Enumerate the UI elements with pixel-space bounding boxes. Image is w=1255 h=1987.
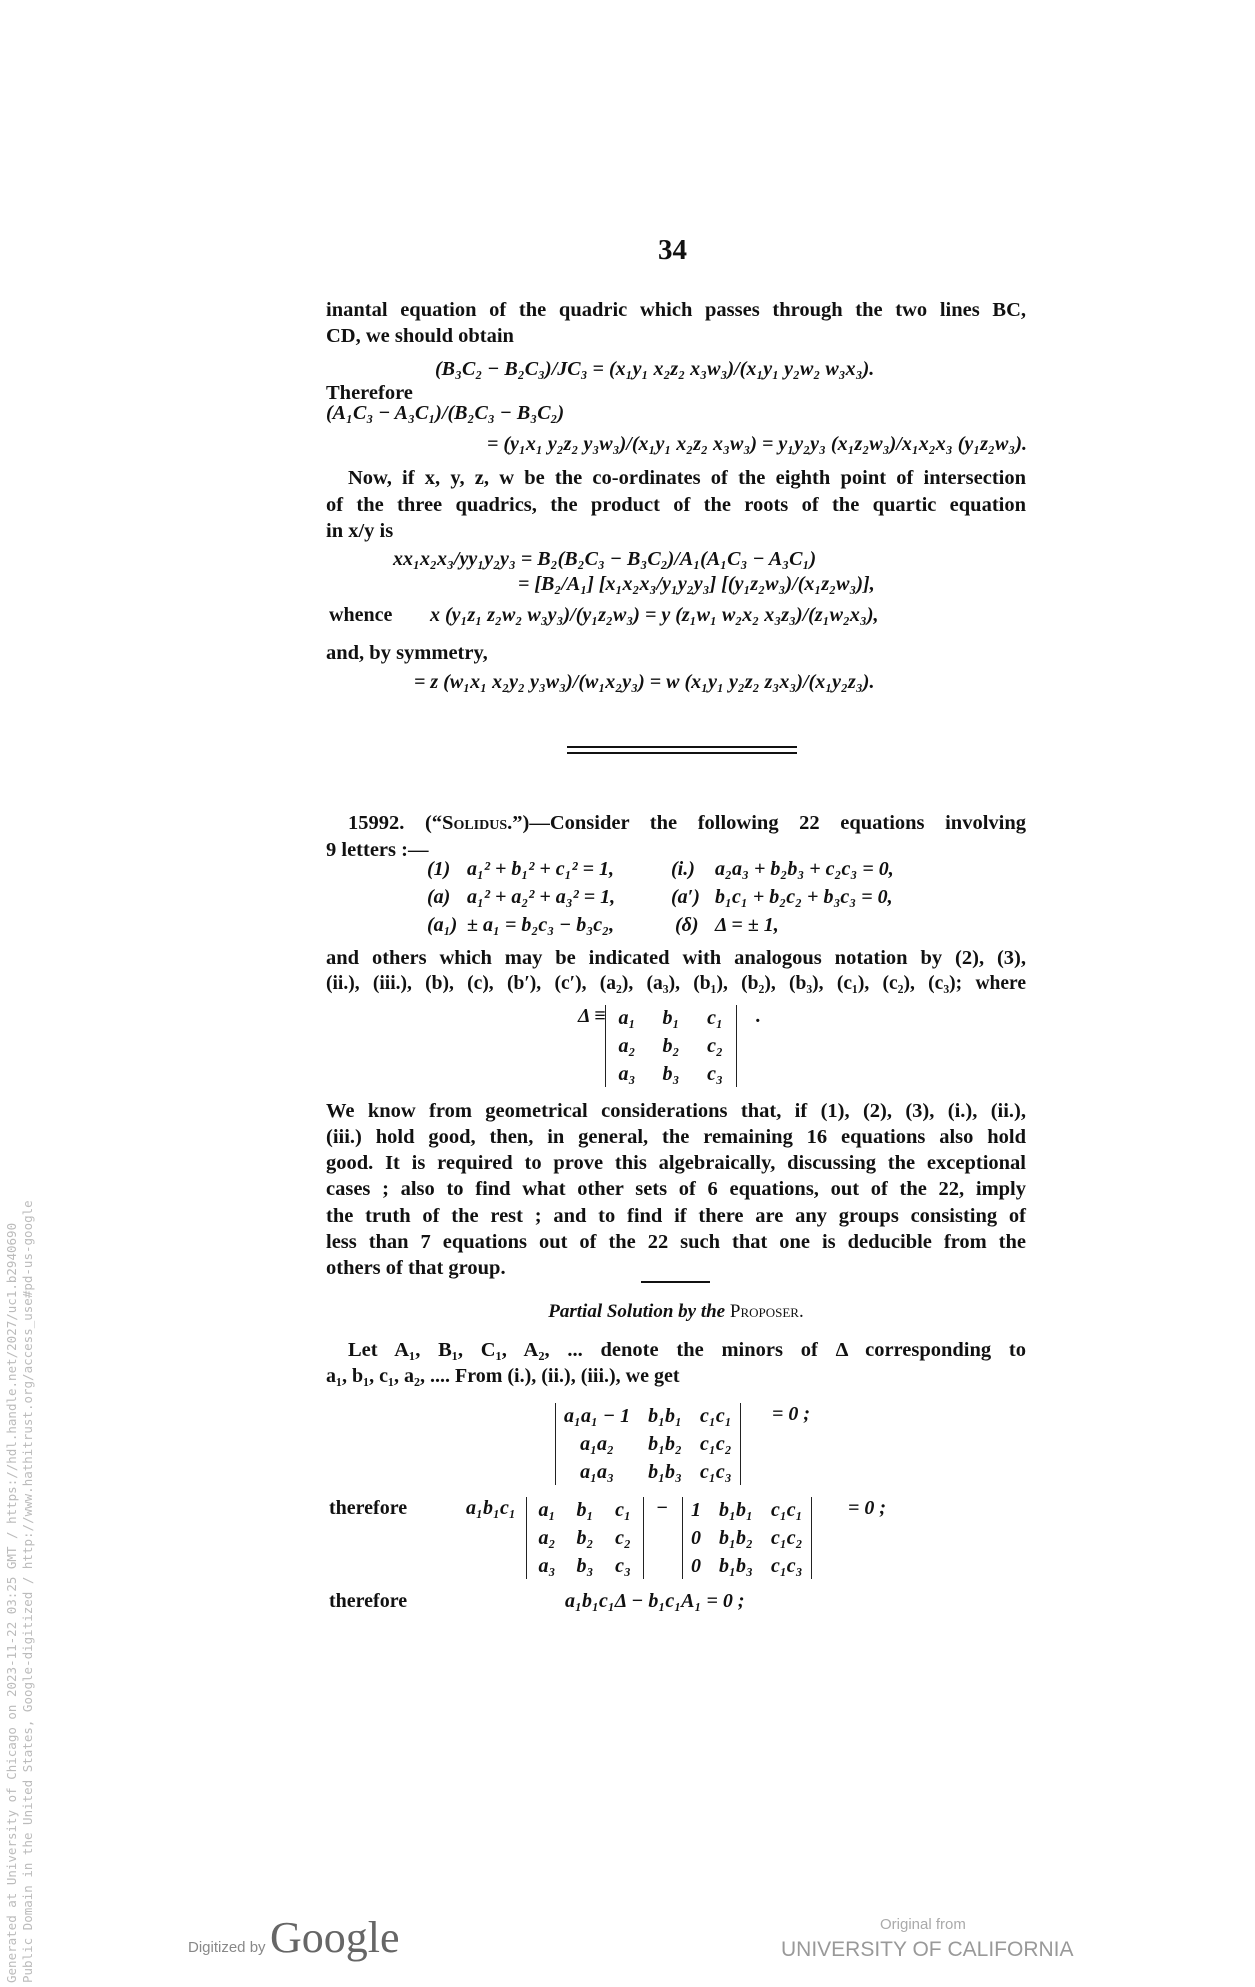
equation: Δ = ± 1, — [715, 914, 779, 936]
text-line: cases ; also to find what other sets of 6 equations, out of the 22, imply — [326, 1178, 1026, 1200]
matrix-cell: c₁c₂ — [770, 1527, 803, 1549]
text-line: Let A₁, B₁, C₁, A₂, ... denote the minors of Δ corresponding to — [348, 1339, 1026, 1361]
matrix-cell: a₁a₃ — [580, 1461, 615, 1483]
matrix-cell: a₂ — [538, 1527, 556, 1549]
matrix-cell: b₂ — [662, 1035, 680, 1057]
double-rule-top — [567, 746, 797, 748]
matrix-cell: b₁b₁ — [719, 1499, 753, 1521]
double-rule-bottom — [567, 752, 797, 754]
matrix-cell: b₁ — [662, 1007, 680, 1029]
matrix-cell: b₁b₁ — [648, 1405, 683, 1427]
matrix-cell: b₃ — [576, 1555, 594, 1577]
question-intro-text: —Consider the following 22 equations involving — [529, 812, 1027, 834]
solution-heading — [326, 1301, 1026, 1323]
google-wordmark: Google — [270, 1913, 400, 1962]
text-line: (iii.) hold good, then, in general, the remaining 16 equations also hold — [326, 1126, 1026, 1148]
eq-label: (a₁) — [427, 914, 458, 936]
text-line: good. It is required to prove this algebraically, discussing the exceptional — [326, 1152, 1026, 1174]
matrix-cell: a₃ — [538, 1555, 556, 1577]
equation: x (y₁z₁ z₂w₂ w₃y₃)/(y₁z₂w₃) = y (z₁w₁ w₂x₂ x₃z₃)/(z₁w₂x₃), — [430, 604, 879, 626]
eq-label: (i.) — [671, 858, 695, 880]
matrix-cell: 0 — [691, 1555, 701, 1577]
text-line: a₁, b₁, c₁, a₂, .... From (i.), (ii.), (iii.), we get — [326, 1365, 680, 1387]
text-line: We know from geometrical considerations that, if (1), (2), (3), (i.), (ii.), — [326, 1100, 1026, 1122]
text-line: 9 letters :— — [326, 839, 429, 861]
eq-label: (δ) — [675, 914, 699, 936]
solution-heading-italic: Partial Solution by the — [548, 1301, 726, 1322]
therefore-label: therefore — [329, 1590, 408, 1612]
text-line: Therefore — [326, 382, 413, 404]
matrix-cell: c₁c₂ — [700, 1433, 732, 1455]
matrix-cell: c₃ — [707, 1063, 723, 1085]
matrix-cell: a₃ — [618, 1063, 636, 1085]
text-line: and others which may be indicated with analogous notation by (2), (3), — [326, 947, 1026, 969]
equation: = (y₁x₁ y₂z₂ y₃w₃)/(x₁y₁ x₂z₂ x₃w₃) = y₁y₂y₃ (x₁z₂w₃)/x₁x₂x₃ (y₁z₂w₃). — [486, 433, 1027, 455]
equation: ± a₁ = b₂c₃ − b₃c₂, — [467, 914, 615, 936]
delta-end: . — [756, 1005, 761, 1027]
matrix-cell: a₁a₁ − 1 — [564, 1405, 631, 1427]
watermark-line-2: Public Domain in the United States, Google-digitized / http://www.hathitrust.org/access_use#pd-us-google — [20, 1200, 35, 1983]
watermark-line-1: Generated at University of Chicago on 2023-11-22 03:25 GMT / https://hdl.handle.net/2027/uc1.b2940690 — [4, 1222, 19, 1983]
whence-label: whence — [329, 604, 393, 626]
equation: xx₁x₂x₃/yy₁y₂y₃ = B₂(B₂C₃ − B₃C₂)/A₁(A₁C₃ − A₃C₁) — [393, 548, 817, 570]
equation: (B₃C₂ − B₂C₃)/JC₃ = (x₁y₁ x₂z₂ x₃w₃)/(x₁y₁ y₂w₂ w₃x₃). — [435, 358, 875, 380]
determinant-1 — [555, 1403, 741, 1485]
det3-end: = 0 ; — [848, 1497, 887, 1519]
matrix-cell: c₂ — [707, 1035, 723, 1057]
matrix-cell: b₂ — [576, 1527, 594, 1549]
det1-end: = 0 ; — [772, 1403, 811, 1425]
matrix-cell: c₁c₁ — [700, 1405, 732, 1427]
determinant-3 — [682, 1497, 812, 1579]
google-digitized-logo — [188, 1912, 400, 1963]
prefix: a₁b₁c₁ — [466, 1497, 516, 1519]
equation: b₁c₁ + b₂c₂ + b₃c₃ = 0, — [715, 886, 893, 908]
matrix-cell: c₃ — [615, 1555, 631, 1577]
therefore-label: therefore — [329, 1497, 408, 1519]
text-line: Now, if x, y, z, w be the co-ordinates of the eighth point of intersection — [348, 467, 1026, 489]
equation: a₂a₃ + b₂b₃ + c₂c₃ = 0, — [715, 858, 894, 880]
matrix-cell: c₁c₃ — [770, 1555, 803, 1577]
text-line: CD, we should obtain — [326, 325, 514, 347]
minus-sign: − — [656, 1497, 669, 1519]
page-number: 34 — [658, 234, 687, 266]
matrix-cell: b₃ — [662, 1063, 680, 1085]
matrix-cell: b₁ — [576, 1499, 594, 1521]
matrix-cell: c₁ — [707, 1007, 723, 1029]
delta-determinant — [605, 1005, 737, 1087]
equation: = [B₂/A₁] [x₁x₂x₃/y₁y₂y₃] [(y₁z₂w₃)/(x₁z₂w₃)], — [518, 573, 875, 595]
matrix-cell: b₁b₂ — [648, 1433, 683, 1455]
question-intro — [326, 810, 1026, 836]
delta-def: Δ ≡ — [578, 1005, 606, 1027]
solution-heading-proposer: Proposer. — [729, 1301, 804, 1322]
matrix-cell: c₂ — [615, 1527, 631, 1549]
matrix-cell: c₁ — [615, 1499, 631, 1521]
matrix-cell: b₁b₃ — [719, 1555, 753, 1577]
text-line: (ii.), (iii.), (b), (c), (b′), (c′), (a₂), (a₃), (b₁), (b₂), (b₃), (c₁), (c₂), (c₃); where — [326, 973, 1026, 994]
text-line: the truth of the rest ; and to find if there are any groups consisting of — [326, 1205, 1026, 1227]
matrix-cell: c₁c₁ — [770, 1499, 803, 1521]
text-line: and, by symmetry, — [326, 642, 488, 664]
question-proposer: (“Solidus.”) — [424, 812, 530, 834]
matrix-cell: a₁ — [538, 1499, 556, 1521]
text-line: inantal equation of the quadric which passes through the two lines BC, — [326, 299, 1026, 321]
digitized-by-text: Digitized by — [188, 1939, 266, 1956]
determinant-2 — [526, 1497, 644, 1579]
equation: a₁² + b₁² + c₁² = 1, — [467, 858, 614, 880]
text-line: others of that group. — [326, 1257, 506, 1279]
eq-label: (1) — [427, 858, 451, 880]
equation: = z (w₁x₁ x₂y₂ y₃w₃)/(w₁x₂y₃) = w (x₁y₁ y₂z₂ z₃x₃)/(x₁y₂z₃). — [414, 671, 875, 693]
equation: (A₁C₃ − A₃C₁)/(B₂C₃ − B₃C₂) — [326, 402, 565, 424]
matrix-cell: b₁b₂ — [719, 1527, 753, 1549]
matrix-cell: a₁a₂ — [580, 1433, 615, 1455]
eq-label: (a′) — [671, 886, 700, 908]
text-line: of the three quadrics, the product of the roots of the quartic equation — [326, 494, 1026, 516]
matrix-cell: b₁b₃ — [648, 1461, 683, 1483]
matrix-cell: a₁ — [618, 1007, 636, 1029]
university-text: UNIVERSITY OF CALIFORNIA — [781, 1938, 1074, 1961]
original-from-text: Original from — [880, 1916, 966, 1933]
eq-label: (a) — [427, 886, 451, 908]
text-line: less than 7 equations out of the 22 such that one is deducible from the — [326, 1231, 1026, 1253]
equation: a₁² + a₂² + a₃² = 1, — [467, 886, 616, 908]
question-number: 15992. — [348, 812, 405, 834]
matrix-cell: a₂ — [618, 1035, 636, 1057]
section-rule — [641, 1281, 710, 1283]
text-line: in x/y is — [326, 520, 394, 542]
matrix-cell: 0 — [691, 1527, 701, 1549]
matrix-cell: 1 — [691, 1499, 701, 1521]
matrix-cell: c₁c₃ — [700, 1461, 732, 1483]
final-equation: a₁b₁c₁Δ − b₁c₁A₁ = 0 ; — [565, 1590, 745, 1612]
